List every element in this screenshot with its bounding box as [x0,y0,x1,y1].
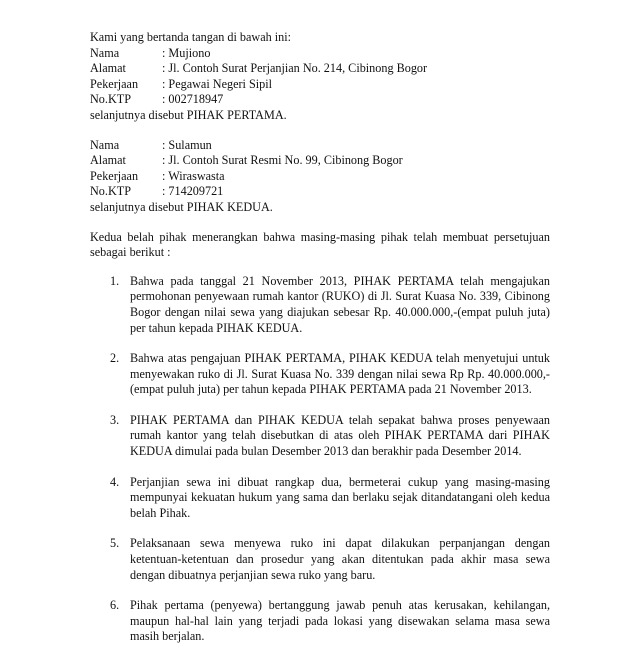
term-text: Pihak pertama (penyewa) bertanggung jawab penuh atas kerusakan, kehilangan, maupun hal-hal lain yang terjadi pada lokasi yang disewakan selama masa sewa masih berjalan. [130,598,550,644]
term-item [110,536,550,583]
field-label: Pekerjaan [90,76,139,91]
term-text: PIHAK PERTAMA dan PIHAK KEDUA telah sepakat bahwa proses penyewaan rumah kantor yang telah disebutkan di atas oleh PIHAK PERTAMA dari PIHAK KEDUA dimulai pada bulan Desember 2013 dan berakhir pada Desember 2014. [130,412,550,459]
term-item [110,351,550,398]
field-label: No.KTP [90,92,131,107]
intro-text: Kami yang bertanda tangan di bawah ini: [90,30,292,44]
term-number: 4. [110,474,120,489]
term-text: Pelaksanaan sewa menyewa ruko ini dapat dilakukan perpanjangan dengan ketentuan-ketentuan dan prosedur yang akan ditentukan pada akhir masa sewa dengan dibuatnya perjanjian sewa ruko yang baru. [130,536,550,582]
agreement-intro: Kedua belah pihak menerangkan bahwa masing-masing pihak telah membuat persetujuan sebagai berikut : [90,229,550,260]
term-item [110,598,550,645]
term-item [110,274,550,336]
party-two-id-row [90,184,550,200]
party-one-id-row [90,92,550,108]
field-value: : Mujiono [162,45,211,60]
field-value: : Wiraswasta [162,168,225,183]
term-number: 6. [110,598,120,613]
party-two-occupation-row [90,169,550,185]
field-label: Nama [90,45,120,60]
term-text: Bahwa atas pengajuan PIHAK PERTAMA, PIHAK KEDUA telah menyetujui untuk menyewakan ruko di Jl. Surat Kuasa No. 339 dengan nilai sewa Rp Rp. 40.000.000,-(empat puluh juta) per tahun kepada PIHAK PERTAMA pada 21 November 2013. [130,351,550,397]
term-item [110,413,550,460]
party-two-block [90,138,550,216]
party-two-name-row [90,138,550,154]
field-value: : Jl. Contoh Surat Resmi No. 99, Cibinong Bogor [162,153,403,168]
party-one-block [90,46,550,124]
term-number: 5. [110,536,120,551]
field-value: : Sulamun [162,137,212,152]
field-label: Alamat [90,61,126,76]
terms-list [90,274,550,645]
field-label: Nama [90,137,120,152]
field-value: : 002718947 [162,92,224,107]
term-item [110,475,550,522]
party-two-designation: selanjutnya disebut PIHAK KEDUA. [90,199,273,214]
field-value: : Pegawai Negeri Sipil [162,76,273,91]
field-label: No.KTP [90,184,131,199]
field-label: Alamat [90,153,126,168]
field-label: Pekerjaan [90,168,139,183]
field-value: : 714209721 [162,184,224,199]
party-one-occupation-row [90,77,550,93]
term-number: 2. [110,351,120,366]
term-number: 3. [110,412,120,427]
field-value: : Jl. Contoh Surat Perjanjian No. 214, Cibinong Bogor [162,61,428,76]
party-one-designation: selanjutnya disebut PIHAK PERTAMA. [90,107,287,122]
term-text: Perjanjian sewa ini dibuat rangkap dua, bermeterai cukup yang masing-masing mempunyai kekuatan hukum yang sama dan berlaku sejak ditandatangani oleh kedua belah Pihak. [130,474,550,520]
party-one-name-row [90,46,550,62]
term-text: Bahwa pada tanggal 21 November 2013, PIHAK PERTAMA telah mengajukan permohonan penyewaan rumah kantor (RUKO) di Jl. Surat Kuasa No. 339, Cibinong Bogor dengan nilai sewa yang diajukan sebesar Rp. 40.000.000,-(empat puluh juta) per tahun kepada PIHAK KEDUA. [130,273,550,335]
party-one-address-row [90,61,550,77]
term-number: 1. [110,273,120,288]
agreement-body [90,30,550,660]
party-two-address-row [90,153,550,169]
